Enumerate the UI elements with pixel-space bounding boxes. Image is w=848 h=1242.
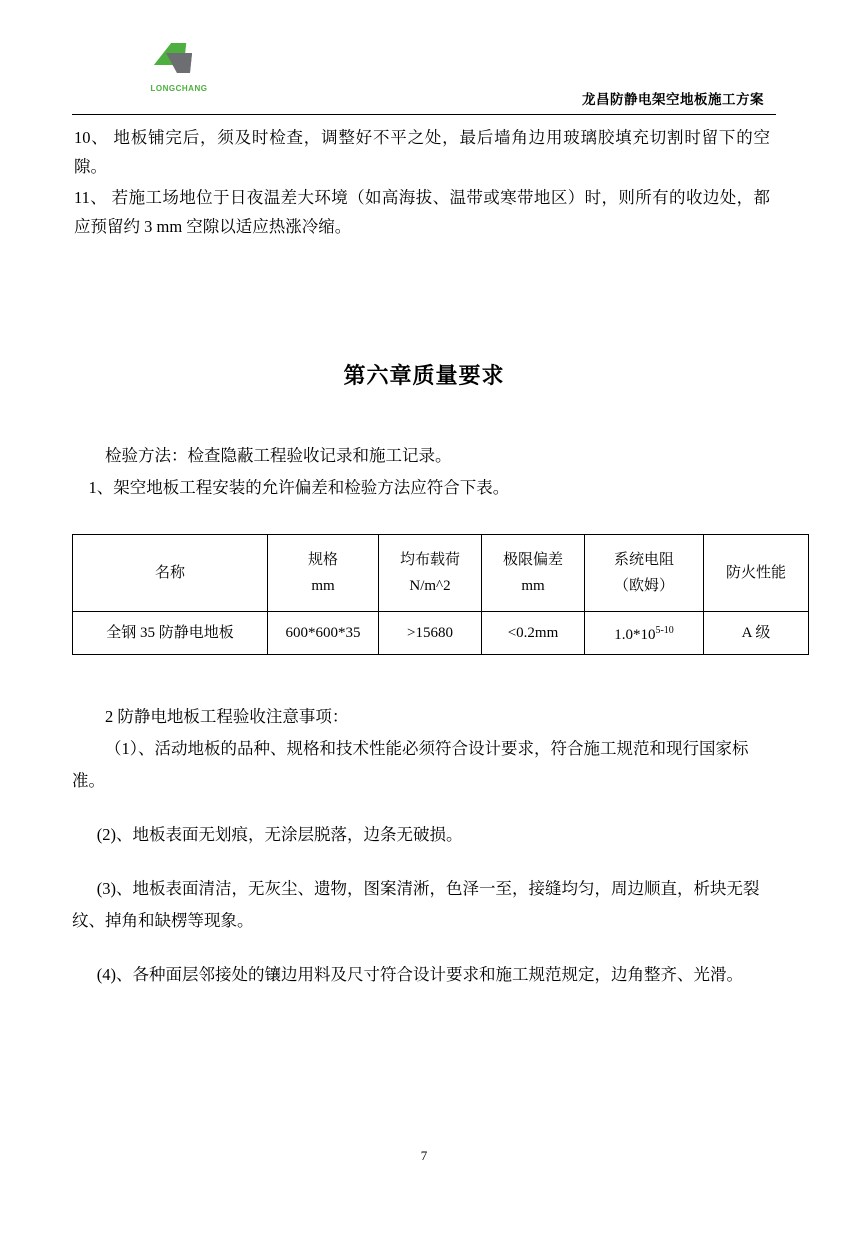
company-logo: [136, 42, 222, 100]
document-page: [0, 42, 848, 1242]
cell-fire: A 级: [704, 612, 809, 655]
intro-block: [72, 390, 776, 504]
cell-deviation: <0.2mm: [482, 612, 585, 655]
table-header-spec: 规格 mm: [268, 535, 379, 612]
table-header-load: 均布载荷 N/m^2: [379, 535, 482, 612]
cell-load: >15680: [379, 612, 482, 655]
resistance-exponent: 5-10: [655, 625, 674, 636]
table-header-fire: 防火性能: [704, 535, 809, 612]
chapter-title: 第六章质量要求: [343, 363, 505, 388]
note-item-2: (2)、地板表面无划痕，无涂层脱落，边条无破损。: [96, 825, 463, 844]
table-header-row: [73, 535, 809, 612]
table-header-resistance: 系统电阻 （欧姆）: [585, 535, 704, 612]
table-header-deviation: 极限偏差 mm: [482, 535, 585, 612]
header-title: 龙昌防静电架空地板施工方案: [582, 92, 764, 107]
notes-block: [72, 655, 776, 991]
note-item-1: （1）、活动地板的品种、规格和技术性能必须符合设计要求，符合施工规范和现行国家标准。: [72, 739, 749, 790]
page-header: [72, 42, 776, 115]
cell-resistance: [585, 612, 704, 655]
notes-heading: 2 防静电地板工程验收注意事项：: [105, 707, 349, 726]
cell-spec: 600*600*35: [268, 612, 379, 655]
table-row: [73, 612, 809, 655]
note-item-4: (4)、各种面层邻接处的镶边用料及尺寸符合设计要求和施工规范规定，边角整齐、光滑。: [96, 965, 743, 984]
page-number: 7: [420, 1148, 428, 1163]
spec-table: [72, 534, 809, 655]
note-item-3: (3)、地板表面清洁，无灰尘、遗物，图案清淅，色泽一至，接缝均匀，周边顺直，析块无裂纹、掉角和缺楞等现象。: [72, 879, 760, 930]
paragraph-item-10: 10、 地板铺完后，须及时检查，调整好不平之处，最后墙角边用玻璃胶填充切割时留下的空隙。: [74, 128, 770, 176]
logo-wordmark: LONGCHANG: [150, 84, 208, 93]
table-header-name: 名称: [73, 535, 268, 612]
resistance-base: 1.0*10: [614, 627, 656, 643]
logo-mark-icon: [153, 42, 205, 82]
tolerance-text: 1、架空地板工程安装的允许偏差和检验方法应符合下表。: [88, 478, 510, 497]
cell-name: 全钢 35 防静电地板: [73, 612, 268, 655]
paragraph-item-11: 11、 若施工场地位于日夜温差大环境（如高海拔、温带或寒带地区）时，则所有的收边处，都应预留约 3 mm 空隙以适应热涨冷缩。: [74, 188, 770, 236]
inspection-method-text: 检验方法：检查隐蔽工程验收记录和施工记录。: [105, 446, 452, 465]
